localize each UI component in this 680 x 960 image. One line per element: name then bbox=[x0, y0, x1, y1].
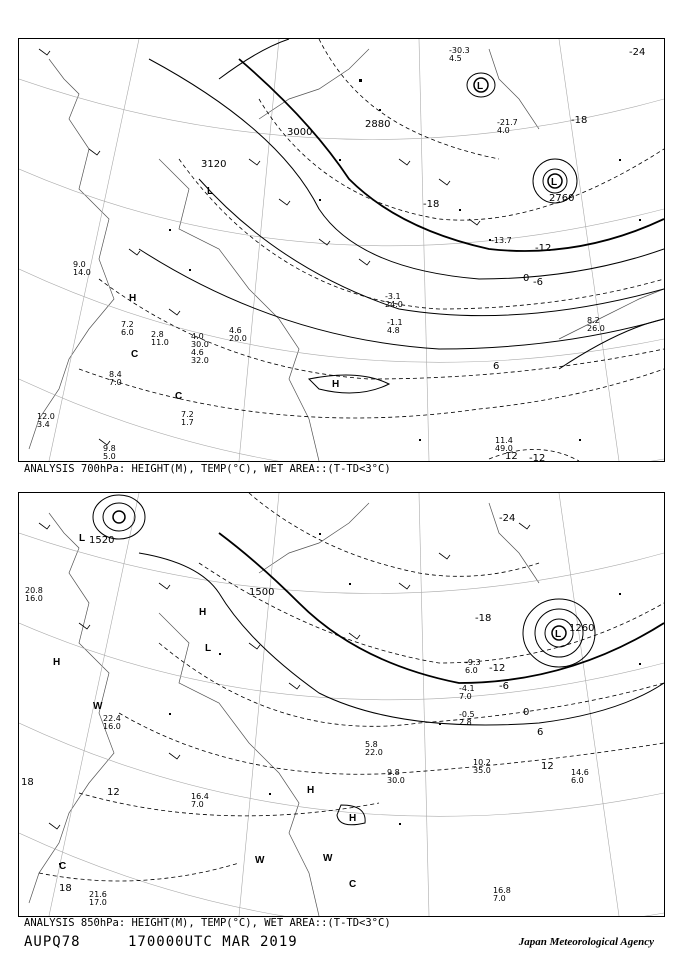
graticule bbox=[19, 39, 664, 461]
isotherm-label: 0 bbox=[523, 707, 530, 718]
station-value: -30.3 bbox=[449, 46, 470, 55]
station-value: 5.8 bbox=[365, 740, 378, 749]
station-value: 5.0 bbox=[103, 452, 116, 461]
station-value: 26.0 bbox=[587, 324, 605, 333]
station-value: 12.0 bbox=[37, 412, 55, 421]
station-value: 30.0 bbox=[387, 776, 405, 785]
station-value: 7.2 bbox=[121, 320, 134, 329]
station-value: 9.8 bbox=[387, 768, 400, 777]
station-value: 7.0 bbox=[191, 800, 204, 809]
pressure-center-label: H bbox=[199, 607, 207, 618]
station-value: 8.4 bbox=[109, 370, 122, 379]
pressure-center-label: L bbox=[79, 533, 86, 544]
isotherm-labels bbox=[423, 47, 645, 461]
agency-credit: Japan Meteorological Agency bbox=[518, 936, 654, 948]
station-value: 4.0 bbox=[191, 332, 204, 341]
station-value: -3.1 bbox=[385, 292, 401, 301]
station-value: 11.0 bbox=[151, 338, 169, 347]
station-value: 6.0 bbox=[571, 776, 584, 785]
isotherm-label: 12 bbox=[541, 761, 554, 772]
isotherm-label: 0 bbox=[523, 273, 530, 284]
low-center-marker bbox=[113, 511, 125, 523]
station-value: -13.7 bbox=[491, 236, 512, 245]
map-700-svg bbox=[19, 39, 664, 461]
station-value: -0.5 bbox=[459, 710, 475, 719]
station-value: 30.0 bbox=[191, 340, 209, 349]
pressure-center-label: W bbox=[255, 855, 265, 866]
station-value: 22.4 bbox=[103, 714, 121, 723]
station-value: 7.0 bbox=[493, 894, 506, 903]
station-value: 7.0 bbox=[109, 378, 122, 387]
station-value: 3.4 bbox=[37, 420, 50, 429]
station-value: 4.0 bbox=[497, 126, 510, 135]
isotherm-label: -6 bbox=[499, 681, 509, 692]
pressure-center-label: H bbox=[129, 293, 137, 304]
station-value: 1.7 bbox=[181, 418, 194, 427]
panel-caption: ANALYSIS 850hPa: HEIGHT(M), TEMP(°C), WET AREA::(T-TD<3°C) bbox=[24, 917, 391, 929]
pressure-center-label: L bbox=[207, 186, 214, 197]
height-label: 1520 bbox=[89, 535, 115, 546]
map-panel-850hpa bbox=[18, 492, 665, 917]
pressure-center-label: H bbox=[53, 657, 61, 668]
station-value: 6.0 bbox=[121, 328, 134, 337]
isotherms bbox=[79, 39, 664, 461]
wet-area-stipple bbox=[169, 79, 641, 441]
pressure-center-label: L bbox=[551, 177, 558, 188]
pressure-center-label: H bbox=[307, 785, 315, 796]
station-value: 16.0 bbox=[103, 722, 121, 731]
station-value: 14.0 bbox=[73, 268, 91, 277]
isotherm-label: -24 bbox=[499, 513, 516, 524]
valid-time: 170000UTC MAR 2019 bbox=[128, 934, 298, 950]
station-value: 2.8 bbox=[151, 330, 164, 339]
pressure-center-label: W bbox=[323, 853, 333, 864]
pressure-center-label: H bbox=[349, 813, 357, 824]
station-data bbox=[37, 46, 605, 461]
isotherm-label: 18 bbox=[21, 777, 34, 788]
pressure-center-label: L bbox=[205, 643, 212, 654]
station-value: 4.5 bbox=[449, 54, 462, 63]
height-label: 3000 bbox=[287, 127, 313, 138]
station-value: 7.2 bbox=[181, 410, 194, 419]
map-panel-700hpa bbox=[18, 38, 665, 462]
station-value: 20.0 bbox=[229, 334, 247, 343]
station-value: 32.0 bbox=[191, 356, 209, 365]
map-850-svg bbox=[19, 493, 664, 916]
isotherm-label: -12 bbox=[489, 663, 506, 674]
isotherm-label: -12 bbox=[535, 243, 552, 254]
isotherm-label: 6 bbox=[493, 361, 500, 372]
station-value: 20.8 bbox=[25, 586, 43, 595]
station-value: 4.6 bbox=[191, 348, 204, 357]
pressure-center-label: W bbox=[93, 701, 103, 712]
height-label: 1500 bbox=[249, 587, 275, 598]
station-value: 8.2 bbox=[587, 316, 600, 325]
isotherm-label: -18 bbox=[423, 199, 440, 210]
graticule bbox=[19, 493, 664, 916]
station-value: 9.8 bbox=[103, 444, 116, 453]
station-value: 4.8 bbox=[387, 326, 400, 335]
isotherm-label: 12 bbox=[505, 451, 518, 461]
station-value: 7.0 bbox=[459, 692, 472, 701]
station-value: 24.0 bbox=[385, 300, 403, 309]
panel-caption: ANALYSIS 700hPa: HEIGHT(M), TEMP(°C), WET AREA::(T-TD<3°C) bbox=[24, 463, 391, 475]
station-value: 10.2 bbox=[473, 758, 491, 767]
pressure-center-label: C bbox=[175, 391, 183, 402]
height-label: 3120 bbox=[201, 159, 227, 170]
station-value: 35.0 bbox=[473, 766, 491, 775]
station-value: -4.1 bbox=[459, 684, 475, 693]
isotherm-label: 18 bbox=[59, 883, 72, 894]
chart-id: AUPQ78 bbox=[24, 934, 81, 950]
isotherm-label: -18 bbox=[475, 613, 492, 624]
station-value: 22.0 bbox=[365, 748, 383, 757]
pressure-center-label: C bbox=[59, 861, 67, 872]
station-value: 6.0 bbox=[465, 666, 478, 675]
height-label: 1260 bbox=[569, 623, 595, 634]
station-value: 17.0 bbox=[89, 898, 107, 907]
station-value: 9.0 bbox=[73, 260, 86, 269]
pressure-center-label: C bbox=[131, 349, 139, 360]
pressure-center-label: C bbox=[349, 879, 357, 890]
station-value: 14.6 bbox=[571, 768, 589, 777]
pressure-center-label: L bbox=[555, 629, 562, 640]
isotherm-label: -24 bbox=[629, 47, 646, 58]
station-value: 2.8 bbox=[459, 718, 472, 727]
station-value: 49.0 bbox=[495, 444, 513, 453]
height-label: 2880 bbox=[365, 119, 391, 130]
isotherm-label: -12 bbox=[529, 453, 546, 461]
height-contours bbox=[139, 39, 664, 393]
station-value: 16.0 bbox=[25, 594, 43, 603]
station-value: -21.7 bbox=[497, 118, 518, 127]
pressure-center-label: H bbox=[332, 379, 340, 390]
isotherm-label: -6 bbox=[533, 277, 543, 288]
station-value: 4.6 bbox=[229, 326, 242, 335]
isotherm-label: 6 bbox=[537, 727, 544, 738]
station-value: 21.6 bbox=[89, 890, 107, 899]
pressure-center-label: L bbox=[477, 81, 484, 92]
height-label: 2760 bbox=[549, 193, 575, 204]
coastline bbox=[29, 49, 664, 461]
station-value: -1.1 bbox=[387, 318, 403, 327]
isotherm-label: -18 bbox=[571, 115, 588, 126]
wind-barbs bbox=[39, 523, 530, 829]
isotherm-label: 12 bbox=[107, 787, 120, 798]
station-value: 16.4 bbox=[191, 792, 209, 801]
station-value: 11.4 bbox=[495, 436, 513, 445]
station-value: 16.8 bbox=[493, 886, 511, 895]
station-value: -9.3 bbox=[465, 658, 481, 667]
pressure-centers bbox=[53, 511, 566, 890]
station-data bbox=[25, 586, 589, 907]
